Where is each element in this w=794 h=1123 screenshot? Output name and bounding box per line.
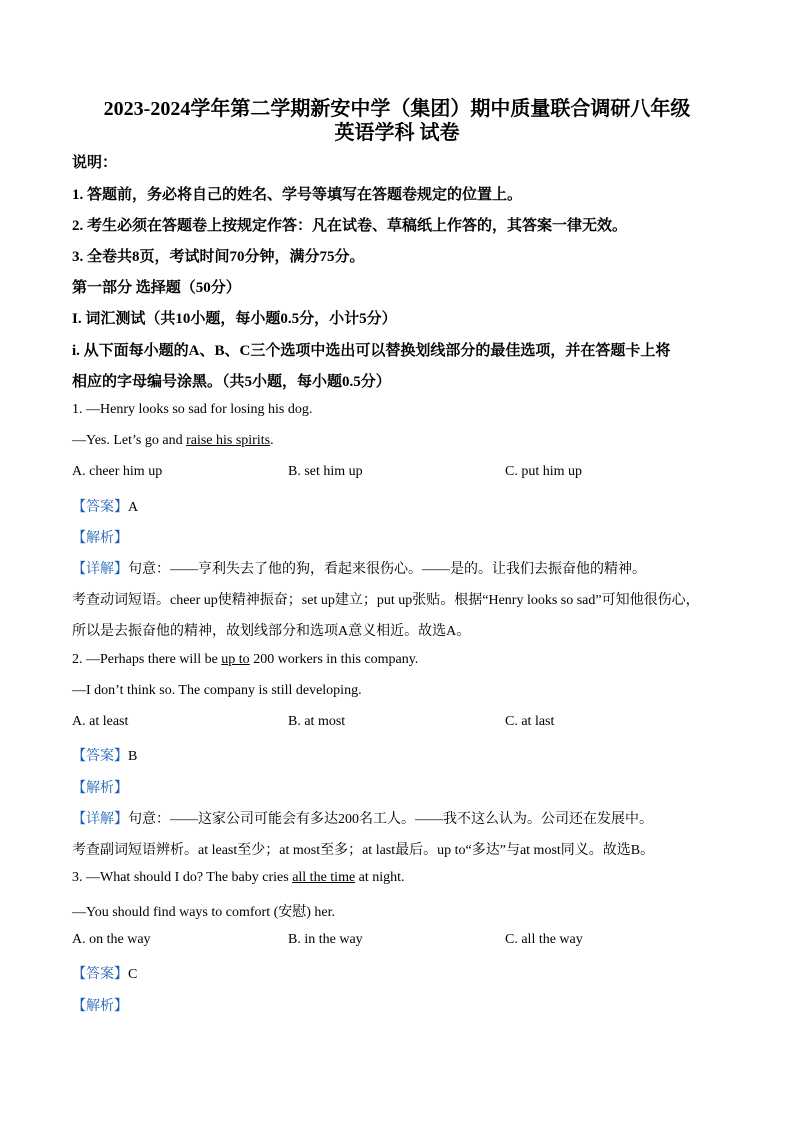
underlined-phrase: raise his spirits [186,433,271,448]
question-3-prompt [72,870,405,886]
answer-value: C [128,967,138,982]
subsection-instruction: 相应的字母编号涂黑。（共5小题，每小题0.5分） [72,374,391,390]
option-a: A. cheer him up [72,464,163,479]
instruction-item: 3. 全卷共8页，考试时间70分钟，满分75分。 [72,249,365,265]
option-b: B. set him up [288,464,363,479]
prompt-text: 3. —What should I do? The baby cries [72,870,293,885]
prompt-text: 200 workers in this company. [249,652,419,667]
section-heading: I. 词汇测试（共10小题，每小题0.5分，小计5分） [72,311,397,327]
option-c: C. all the way [505,932,583,947]
detail-line: 所以是去振奋他的精神，故划线部分和选项A意义相近。故选A。 [72,624,471,639]
option-b: B. at most [288,714,346,729]
answer-label: 【答案】 [72,500,128,515]
title-line-2: 英语学科 试卷 [334,122,460,144]
question-3-response: —You should find ways to comfort (安慰) her. [72,905,336,920]
analysis-label-text: 【解析】 [72,531,128,546]
analysis-label [72,777,128,797]
answer-line [72,496,138,516]
detail-line: 考查动词短语。cheer up使精神振奋；set up建立；put up张贴。根据“Henry looks so sad”可知他很伤心， [72,593,700,608]
detail-label: 【详解】 [72,812,128,827]
question-2-prompt [72,652,418,668]
prompt-text: at night. [355,870,405,885]
answer-label: 【答案】 [72,749,128,764]
analysis-label-text: 【解析】 [72,781,128,796]
question-2-response: —I don’t think so. The company is still developing. [72,683,362,698]
option-c: C. at last [505,714,555,729]
response-text: —Yes. Let’s go and [72,433,187,448]
answer-line [72,963,137,983]
title-line-1: 2023-2024学年第二学期新安中学（集团）期中质量联合调研八年级 [103,98,691,120]
detail-text: 句意：——亨利失去了他的狗，看起来很伤心。——是的。让我们去振奋他的精神。 [128,562,646,577]
underlined-phrase: up to [221,652,250,667]
analysis-label [72,527,128,547]
option-a: A. at least [72,714,129,729]
response-text: . [270,433,274,448]
option-c: C. put him up [505,464,583,479]
question-1-response [72,433,274,449]
detail-line: 考查副词短语辨析。at least至少；at most至多；at last最后。up to“多达”与at most同义。故选B。 [72,843,655,858]
instruction-item: 1. 答题前，务必将自己的姓名、学号等填写在答题卷规定的位置上。 [72,187,523,203]
answer-label: 【答案】 [72,967,128,982]
detail-line [72,558,646,578]
underlined-phrase: all the time [292,870,356,885]
option-b: B. in the way [288,932,363,947]
question-1-prompt: 1. —Henry looks so sad for losing his dog. [72,402,313,417]
detail-line [72,808,653,828]
detail-label: 【详解】 [72,562,128,577]
analysis-label-text: 【解析】 [72,999,128,1014]
detail-text: 句意：——这家公司可能会有多达200名工人。——我不这么认为。公司还在发展中。 [128,812,653,827]
answer-value: B [128,749,138,764]
option-a: A. on the way [72,932,151,947]
instructions-heading: 说明： [72,155,118,171]
subsection-instruction: i. 从下面每小题的A、B、C三个选项中选出可以替换划线部分的最佳选项，并在答题卡上将 [72,343,671,359]
answer-line [72,745,137,765]
prompt-text: 2. —Perhaps there will be [72,652,222,667]
part-heading: 第一部分 选择题（50分） [72,280,241,296]
answer-value: A [128,500,139,515]
instruction-item: 2. 考生必须在答题卷上按规定作答：凡在试卷、草稿纸上作答的，其答案一律无效。 [72,218,628,234]
analysis-label [72,995,128,1015]
